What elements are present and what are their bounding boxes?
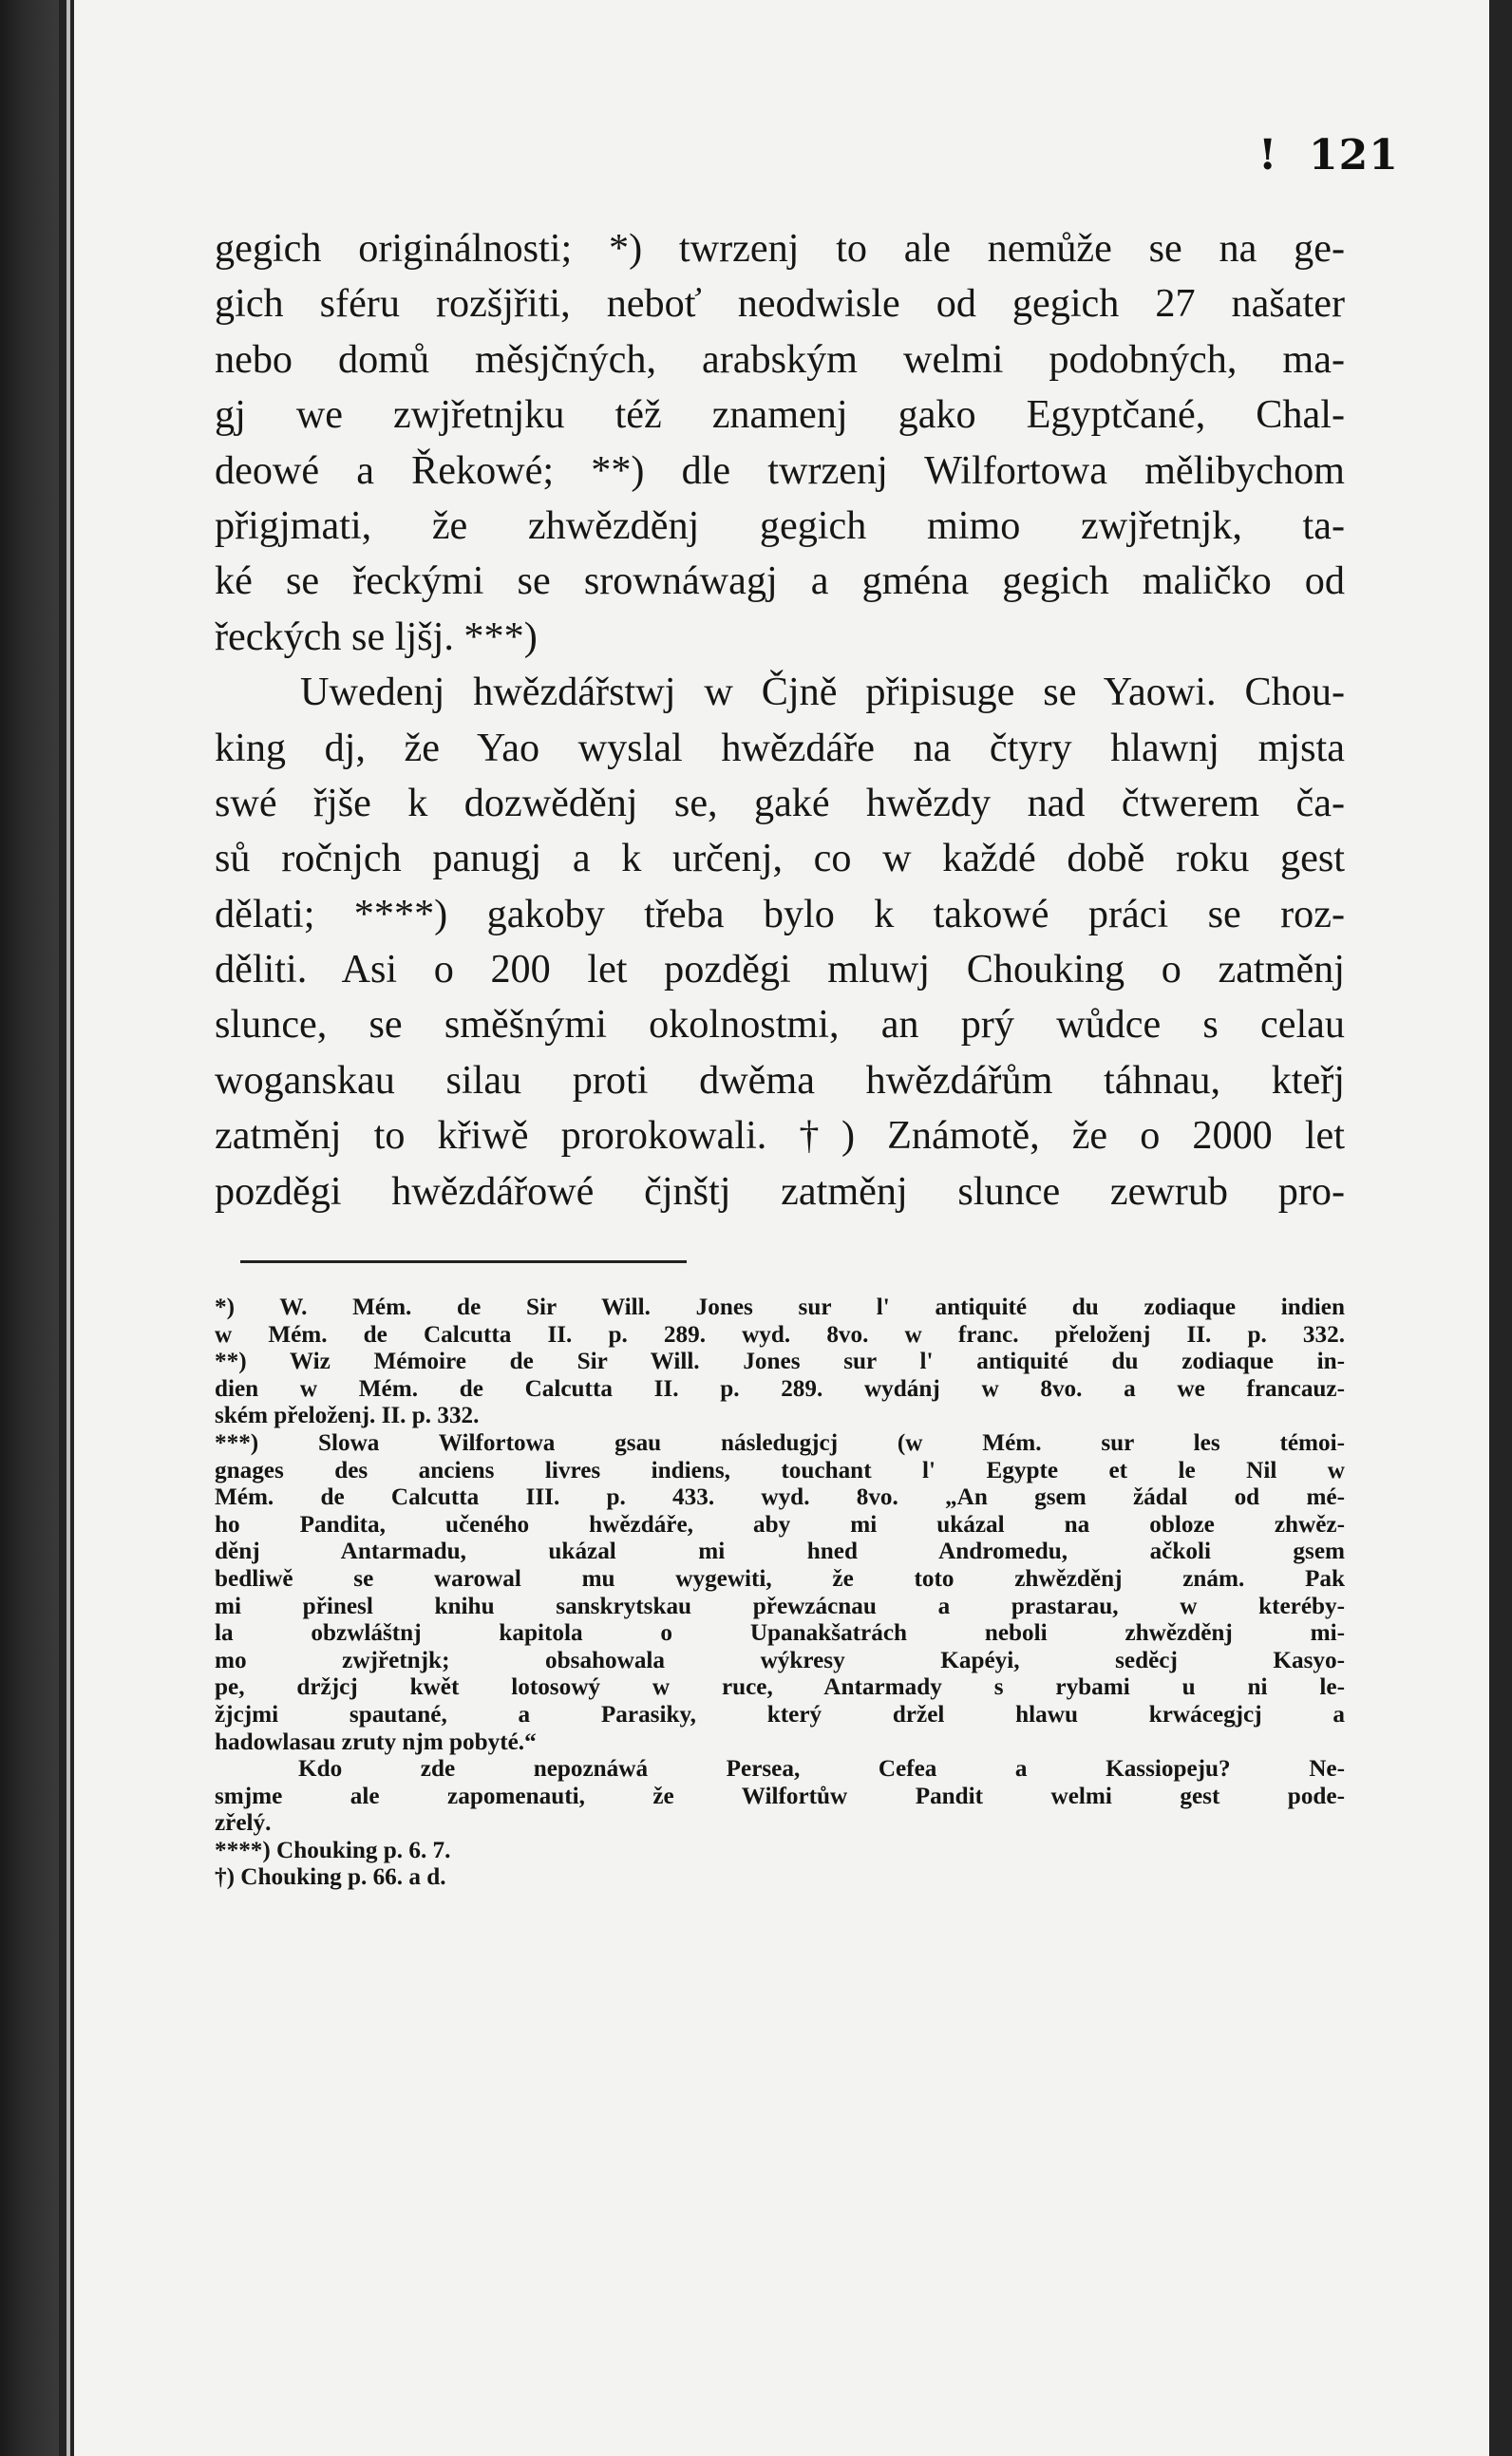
footnote-line: **) Wiz Mémoire de Sir Will. Jones sur l' antiquité du zodiaque in- bbox=[215, 1349, 1345, 1375]
body-line: gegich originálnosti; *) twrzenj to ale nemůže se na ge- bbox=[215, 226, 1345, 271]
body-line: woganskau silau proti dwěma hwězdářům táhnau, kteřj bbox=[215, 1057, 1345, 1103]
footnote-line: *) W. Mém. de Sir Will. Jones sur l' antiquité du zodiaque indien bbox=[215, 1294, 1345, 1320]
footnote-line: děnj Antarmadu, ukázal mi hned Andromedu, ačkoli gsem bbox=[215, 1539, 1345, 1565]
footnote-line: zřelý. bbox=[215, 1810, 272, 1837]
footnote-line: ském přeloženj. II. p. 332. bbox=[215, 1403, 480, 1429]
footnote-line: †) Chouking p. 66. a d. bbox=[215, 1864, 446, 1891]
footnote-line: dien w Mém. de Calcutta II. p. 289. wydánj w 8vo. a we francauz- bbox=[215, 1375, 1345, 1402]
footnote-line: hadowlasau zruty njm pobyté.“ bbox=[215, 1729, 537, 1755]
body-line: gich sféru rozšjřiti, neboť neodwisle od gegich 27 našater bbox=[215, 281, 1345, 327]
body-line: nebo domů měsjčných, arabským welmi podobných, ma- bbox=[215, 336, 1345, 382]
footnote-line: žjcjmi spautané, a Parasiky, který držel hlawu krwácegjcj a bbox=[215, 1701, 1345, 1728]
body-line: přigjmati, že zhwězděnj gegich mimo zwjřetnjk, ta- bbox=[215, 502, 1345, 548]
page-spine-edge bbox=[66, 0, 70, 2456]
body-line: gj we zwjřetnjku též znamenj gako Egyptčané, Chal- bbox=[215, 392, 1345, 438]
footnote-line: la obzwláštnj kapitola o Upanakšatrách neboli zhwězděnj mi- bbox=[215, 1620, 1345, 1647]
footnote-line: pe, držjcj kwět lotosowý w ruce, Antarmady s rybami u ni le- bbox=[215, 1674, 1345, 1701]
footnote-line: w Mém. de Calcutta II. p. 289. wyd. 8vo. w franc. přeloženj II. p. 332. bbox=[215, 1321, 1345, 1348]
footnotes bbox=[215, 1294, 1345, 1892]
footnote-line: gnages des anciens livres indiens, touchant l' Egypte et le Nil w bbox=[215, 1457, 1345, 1483]
body-line: ké se řeckými se srownáwagj a gména gegich maličko od bbox=[215, 558, 1345, 604]
body-line: deowé a Řekowé; **) dle twrzenj Wilfortowa mělibychom bbox=[215, 447, 1345, 493]
footnote-line: ho Pandita, učeného hwězdáře, aby mi ukázal na obloze zhwěz- bbox=[215, 1511, 1345, 1538]
body-line: king dj, že Yao wyslal hwězdáře na čtyry hlawnj mjsta bbox=[215, 725, 1345, 770]
footnote-line: smjme ale zapomenauti, že Wilfortůw Pandit welmi gest pode- bbox=[215, 1783, 1345, 1809]
footnote-line: Kdo zde nepoznáwá Persea, Cefea a Kassiopeju? Ne- bbox=[298, 1756, 1345, 1783]
body-line: pozděgi hwězdářowé čjnštj zatměnj slunce zewrub pro- bbox=[215, 1168, 1345, 1214]
body-line: dělati; ****) gakoby třeba bylo k takowé práci se roz- bbox=[215, 891, 1345, 936]
footnote-line: Mém. de Calcutta III. p. 433. wyd. 8vo. „An gsem žádal od mé- bbox=[215, 1484, 1345, 1511]
body-line: slunce, se směšnými okolnostmi, an prý wůdce s celau bbox=[215, 1002, 1345, 1048]
footnote-line: bedliwě se warowal mu wygewiti, že toto zhwězděnj znám. Pak bbox=[215, 1565, 1345, 1592]
body-line: zatměnj to křiwě prorokowali. †) Známotě, že o 2000 let bbox=[215, 1113, 1345, 1159]
footnote-line: mo zwjřetnjk; obsahowala wýkresy Kapéyi, sedĕcj Kasyo- bbox=[215, 1647, 1345, 1673]
footnote-line: mi přinesl knihu sanskrytskau přewzácnau a prastarau, w kteréby- bbox=[215, 1593, 1345, 1619]
footnote-divider bbox=[240, 1260, 687, 1263]
body-text bbox=[215, 221, 1345, 1219]
body-line: děliti. Asi o 200 let pozděgi mluwj Chouking o zatměnj bbox=[215, 947, 1345, 992]
footnote-line: ****) Chouking p. 6. 7. bbox=[215, 1837, 451, 1863]
page-number: ! 121 bbox=[1258, 131, 1399, 179]
body-line: sů ročnjch panugj a k určenj, co w každé době roku gest bbox=[215, 836, 1345, 881]
book-page bbox=[74, 0, 1489, 2456]
footnote-line: ***) Slowa Wilfortowa gsau následugjcj (w Mém. sur les témoi- bbox=[215, 1429, 1345, 1456]
body-line: Uwedenj hwězdářstwj w Čjně připisuge se Yaowi. Chou- bbox=[300, 670, 1345, 715]
body-line: swé řjše k dozwěděnj se, gaké hwězdy nad čtwerem ča- bbox=[215, 780, 1345, 825]
scan-dark-edge bbox=[0, 0, 59, 2456]
body-line: řeckých se ljšj. ***) bbox=[215, 614, 538, 659]
